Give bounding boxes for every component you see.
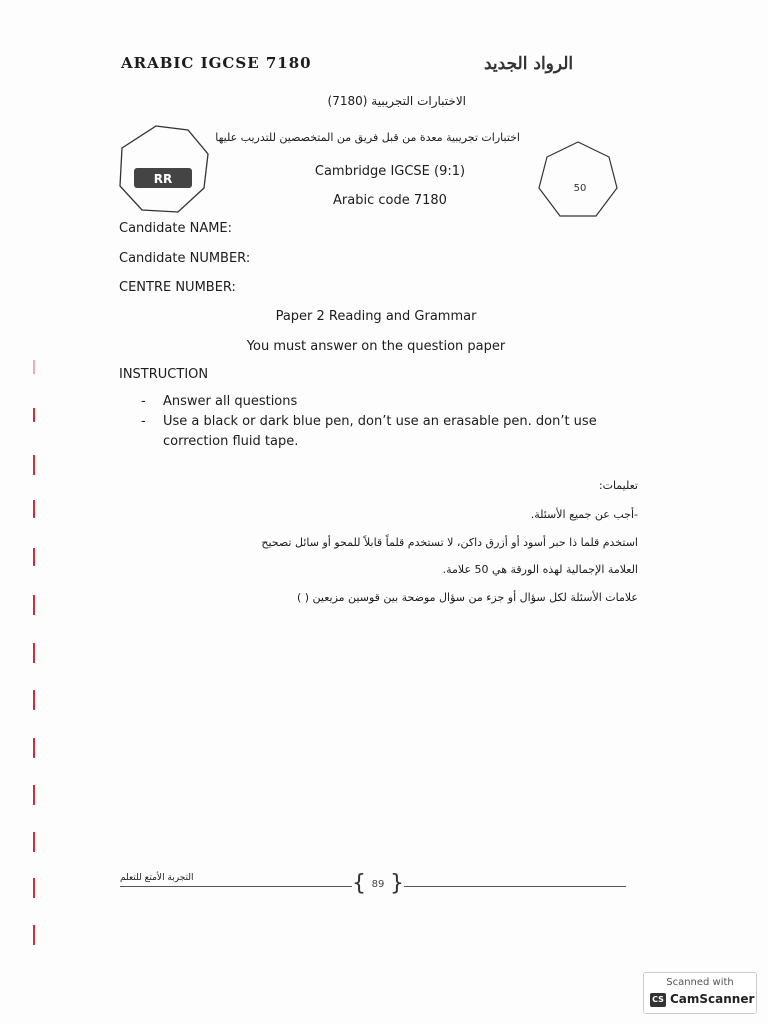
page-number-box [352, 872, 404, 898]
candidate-name-label: Candidate NAME: [119, 221, 233, 236]
margin-mark [33, 408, 35, 422]
logo-emblem-text: RR [153, 172, 173, 186]
arabic-instruction-line: -أجب عن جميع الأسئلة. [530, 508, 638, 521]
right-brace-icon: } [390, 871, 404, 896]
centre-number-label: CENTRE NUMBER: [119, 280, 236, 295]
school-logo [116, 124, 212, 216]
paper-note: You must answer on the question paper [246, 339, 506, 354]
exam-code: Arabic code 7180 [333, 193, 447, 208]
watermark-label: Scanned with [666, 977, 734, 988]
margin-mark [33, 738, 35, 758]
margin-mark [33, 548, 35, 566]
left-brace-icon: { [352, 871, 366, 896]
margin-mark [33, 878, 35, 898]
camscanner-watermark [643, 972, 757, 1014]
brand-logo-text: الرواد الجديد [484, 54, 574, 74]
margin-mark [33, 455, 35, 475]
instruction-heading: INSTRUCTION [119, 367, 209, 382]
margin-mark [33, 595, 35, 615]
margin-mark [33, 500, 35, 518]
arabic-subtitle: اختبارات تجريبية معدة من قبل فريق من المتخصصين للتدريب عليها [215, 131, 520, 144]
instruction-list [141, 392, 621, 452]
arabic-instruction-line: علامات الأسئلة لكل سؤال أو جزء من سؤال موضحة بين قوسين مزيعين ( ) [296, 591, 638, 604]
margin-mark [33, 643, 35, 663]
exam-name: Cambridge IGCSE (9:1) [314, 164, 466, 179]
camscanner-logo-icon: CS [650, 993, 666, 1007]
total-marks: 50 [573, 183, 587, 194]
arabic-instruction-line: العلامة الإجمالية لهذه الورقة هي 50 علامة. [442, 563, 638, 576]
margin-mark [33, 832, 35, 852]
course-header: ARABIC IGCSE 7180 [121, 54, 312, 72]
arabic-instructions-heading: تعليمات: [598, 479, 638, 492]
score-heptagon [536, 140, 620, 220]
watermark-app-name: CamScanner [670, 992, 755, 1006]
margin-mark [33, 690, 35, 710]
arabic-instruction-line: استخدم قلما ذا حبر أسود أو أزرق داكن، لا تستخدم قلماً قابلاً للمحو أو سائل تصحيح [261, 536, 638, 549]
margin-mark [33, 785, 35, 805]
paper-title: Paper 2 Reading and Grammar [275, 309, 477, 324]
arabic-title: الاختبارات التجريبية (7180) [327, 94, 466, 108]
page-number: 89 [371, 879, 385, 890]
margin-mark [33, 925, 35, 945]
instruction-item: - Answer all questions [141, 392, 621, 412]
instruction-item: - Use a black or dark blue pen, don’t use an erasable pen. don’t use correction fluid tape. [141, 412, 621, 452]
candidate-number-label: Candidate NUMBER: [119, 251, 251, 266]
margin-mark [33, 360, 35, 374]
footer-slogan: التجربة الأمتع للتعلم [120, 873, 194, 883]
